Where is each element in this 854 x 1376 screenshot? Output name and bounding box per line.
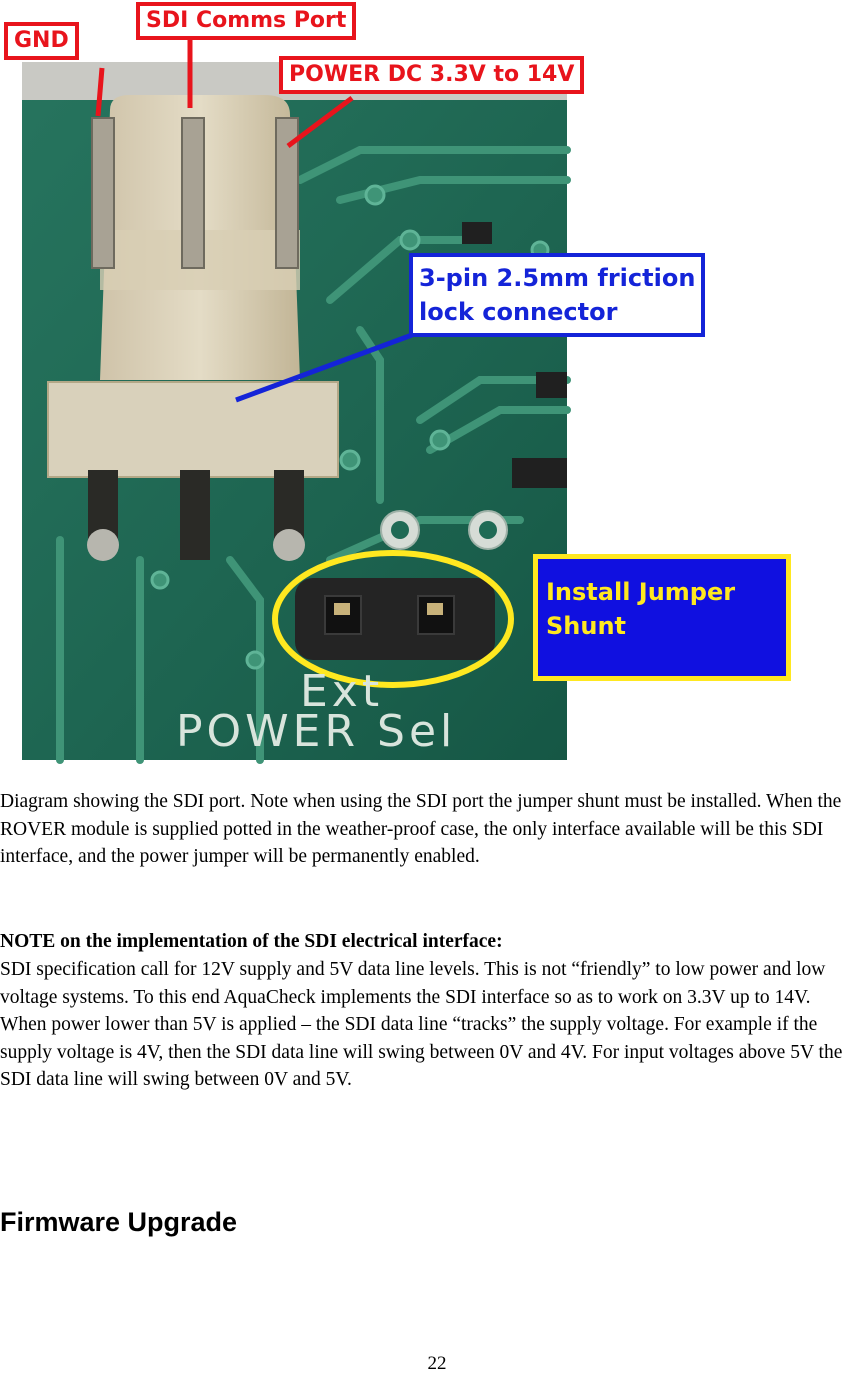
figure-caption: Diagram showing the SDI port. Note when using the SDI port the jumper shunt must be installed. When the ROVER module is supplied potted in the weather-proof case, the only interface available will be this SDI interface, and the power jumper will be permanently enabled. bbox=[0, 791, 842, 867]
jumper-callout-line2: Shunt bbox=[546, 612, 627, 640]
connector-callout-line2: lock connector bbox=[419, 298, 618, 326]
gnd-callout: GND bbox=[4, 22, 79, 60]
jumper-callout-line1: Install Jumper bbox=[546, 578, 736, 606]
power-dc-callout: POWER DC 3.3V to 14V bbox=[279, 56, 584, 94]
section-heading: Firmware Upgrade bbox=[0, 1207, 238, 1237]
silkscreen-power-sel: POWER Sel bbox=[176, 706, 457, 757]
silkscreen-ext: Ext bbox=[300, 666, 384, 717]
sdi-comms-port-callout: SDI Comms Port bbox=[136, 2, 356, 40]
note-heading: NOTE on the implementation of the SDI electrical interface: bbox=[0, 931, 503, 952]
note-body: SDI specification call for 12V supply and 5V data line levels. This is not “friendly” to low power and low voltage systems. To this end AquaCheck implements the SDI interface so as to work on 3.3V up to 14V. When power lower than 5V is applied – the SDI data line “tracks” the supply voltage. For example if the supply voltage is 4V, then the SDI data line will swing between 0V and 4V. For input voltages above 5V the SDI data line will swing between 0V and 5V. bbox=[0, 959, 843, 1090]
install-jumper-shunt-callout bbox=[533, 554, 791, 681]
connector-callout-line1: 3-pin 2.5mm friction bbox=[419, 264, 696, 292]
page-number: 22 bbox=[427, 1353, 447, 1374]
friction-lock-connector-callout bbox=[409, 253, 705, 337]
